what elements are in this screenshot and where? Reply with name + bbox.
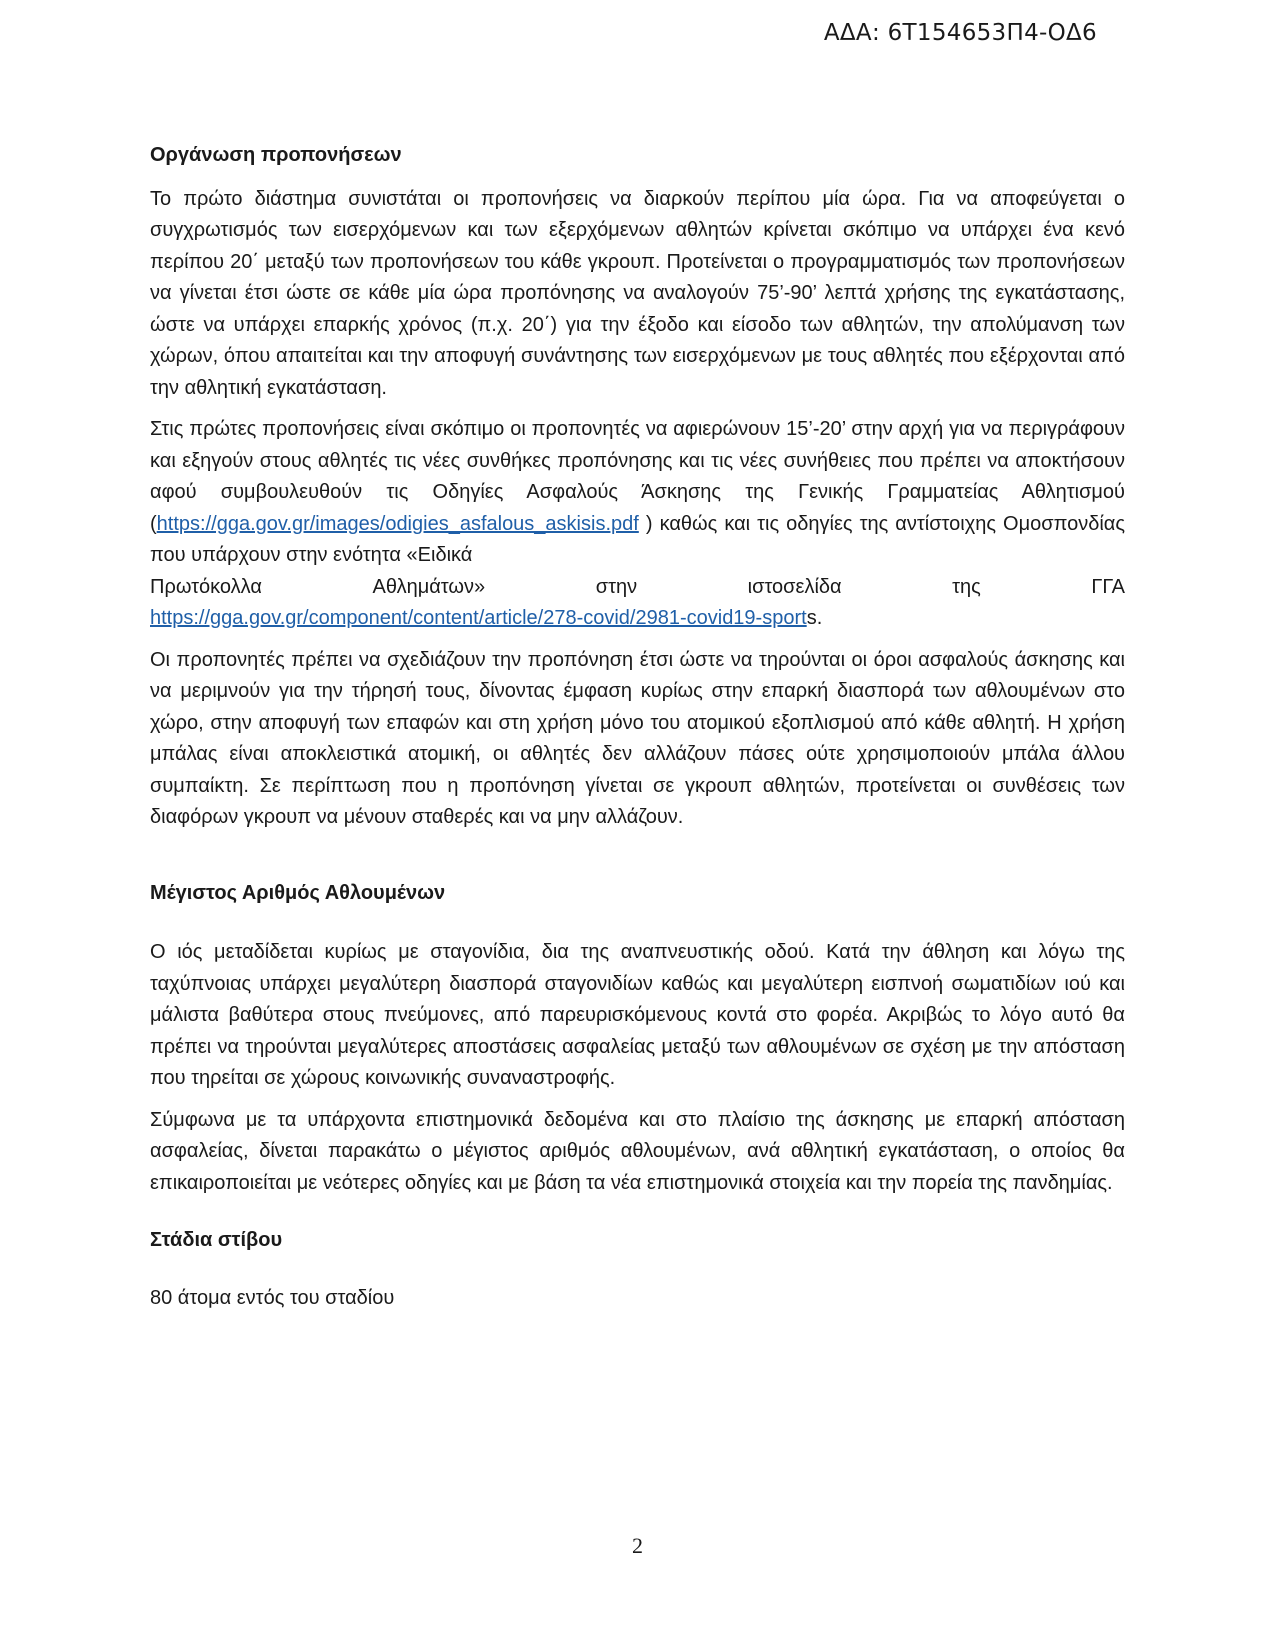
link-covid19-sports[interactable]: https://gga.gov.gr/component/content/article/278-covid/2981-covid19-sport — [150, 607, 807, 629]
link-line — [150, 603, 1125, 635]
link-safe-exercise-guidelines[interactable]: https://gga.gov.gr/images/odigies_asfalous_askisis.pdf — [156, 512, 639, 535]
word: της — [952, 575, 981, 598]
word: Αθλημάτων» — [372, 575, 486, 598]
word: Πρωτόκολλα — [150, 575, 262, 598]
paragraph-virus-transmission: Ο ιός μεταδίδεται κυρίως με σταγονίδια, δια της αναπνευστικής οδού. Κατά την άθληση και λόγω της ταχύπνοιας υπάρχει μεγαλύτερη διασπορά σταγονιδίων καθώς και μεγαλύτερη εισπνοή σωματιδίων ιού και μάλιστα βαθύτερα στους πνεύμονες, από παρευρισκόμενους κοντά στο φορέα. Ακριβώς το λόγο αυτό θα πρέπει να τηρούνται μεγαλύτερες αποστάσεις ασφαλείας μεταξύ των αθλουμένων σε σχέση με την απόσταση που τηρείται σε χώρους κοινωνικής συναναστροφής. — [150, 941, 1125, 1089]
ada-identifier: ΑΔΑ: 6Τ154653Π4-ΟΔ6 — [823, 20, 1097, 46]
paragraph-training-duration: Το πρώτο διάστημα συνιστάται οι προπονήσεις να διαρκούν περίπου μία ώρα. Για να αποφεύγεται ο συγχρωτισμός των εισερχόμενων και των εξερχόμενων αθλητών κρίνεται σκόπιμο να υπάρχει ένα κενό περίπου 20΄ μεταξύ των προπονήσεων του κάθε γκρουπ. Προτείνεται ο προγραμματισμός των προπονήσεων να γίνεται έτσι ώστε σε κάθε μία ώρα προπόνησης να αναλογούν 75’-90’ λεπτά χρήσης της εγκατάστασης, ώστε να υπάρχει επαρκής χρόνος (π.χ. 20΄) για την έξοδο και είσοδο των αθλητών, την απολύμανση των χώρων, όπου απαιτείται και την αποφυγή συνάντησης των εισερχόμενων με τους αθλητές που εξέρχονται από την αθλητική εγκατάσταση. — [150, 187, 1125, 399]
paragraph-text: Στις πρώτες προπονήσεις είναι σκόπιμο οι προπονητές να αφιερώνουν 15’-20’ στην αρχή για να περιγράφουν και εξηγούν στους αθλητές τις νέες συνθήκες προπόνησης και τις νέες συνήθειες που πρέπει να αποκτήσουν αφού συμβουλευθούν τις Οδηγίες Ασφαλούς Άσκησης της Γενικής Γραμματείας Αθλητισμού ( — [150, 418, 1125, 535]
paragraph-text: s. — [806, 607, 823, 629]
paragraph-stadium-capacity: 80 άτομα εντός του σταδίου — [150, 1286, 395, 1309]
paragraph-max-number: Σύμφωνα με τα υπάρχοντα επιστημονικά δεδομένα και στο πλαίσιο της άσκησης με επαρκή απόσταση ασφαλείας, δίνεται παρακάτω ο μέγιστος αριθμός αθλουμένων, ανά αθλητική εγκατάσταση, ο οποίος θα επικαιροποιείται με νεότερες οδηγίες και με βάση τα νέα επιστημονικά στοιχεία και την πορεία της πανδημίας. — [150, 1108, 1125, 1194]
paragraph-first-trainings — [150, 414, 1125, 572]
justified-line — [150, 572, 1125, 604]
word: ΓΓΑ — [1091, 575, 1125, 598]
section-title-training-organization: Οργάνωση προπονήσεων — [150, 144, 402, 166]
section-title-track-stadiums: Στάδια στίβου — [150, 1229, 283, 1251]
word: ιστοσελίδα — [747, 575, 842, 598]
document-body — [150, 140, 1125, 1314]
page-number: 2 — [632, 1533, 643, 1558]
paragraph-text: ) καθώς και τις οδηγίες της αντίστοιχης Ομοσπονδίας που υπάρχουν στην ενότητα «Ειδικά — [150, 512, 1125, 566]
paragraph-coach-planning: Οι προπονητές πρέπει να σχεδιάζουν την προπόνηση έτσι ώστε να τηρούνται οι όροι ασφαλούς άσκησης και να μεριμνούν για την τήρησή τους, δίνοντας έμφαση κυρίως στην επαρκή διασπορά των αθλουμένων στο χώρο, στην αποφυγή των επαφών και στη χρήση μόνο του ατομικού εξοπλισμού από κάθε αθλητή. Η χρήση μπάλας είναι αποκλειστικά ατομική, οι αθλητές δεν αλλάζουν πάσες ούτε χρησιμοποιούν μπάλα άλλου συμπαίκτη. Σε περίπτωση που η προπόνηση γίνεται σε γκρουπ αθλητών, προτείνεται οι συνθέσεις των διαφόρων γκρουπ να μένουν σταθερές και να μην αλλάζουν. — [150, 648, 1125, 828]
section-title-max-athletes: Μέγιστος Αριθμός Αθλουμένων — [150, 881, 446, 904]
word: στην — [595, 575, 638, 598]
